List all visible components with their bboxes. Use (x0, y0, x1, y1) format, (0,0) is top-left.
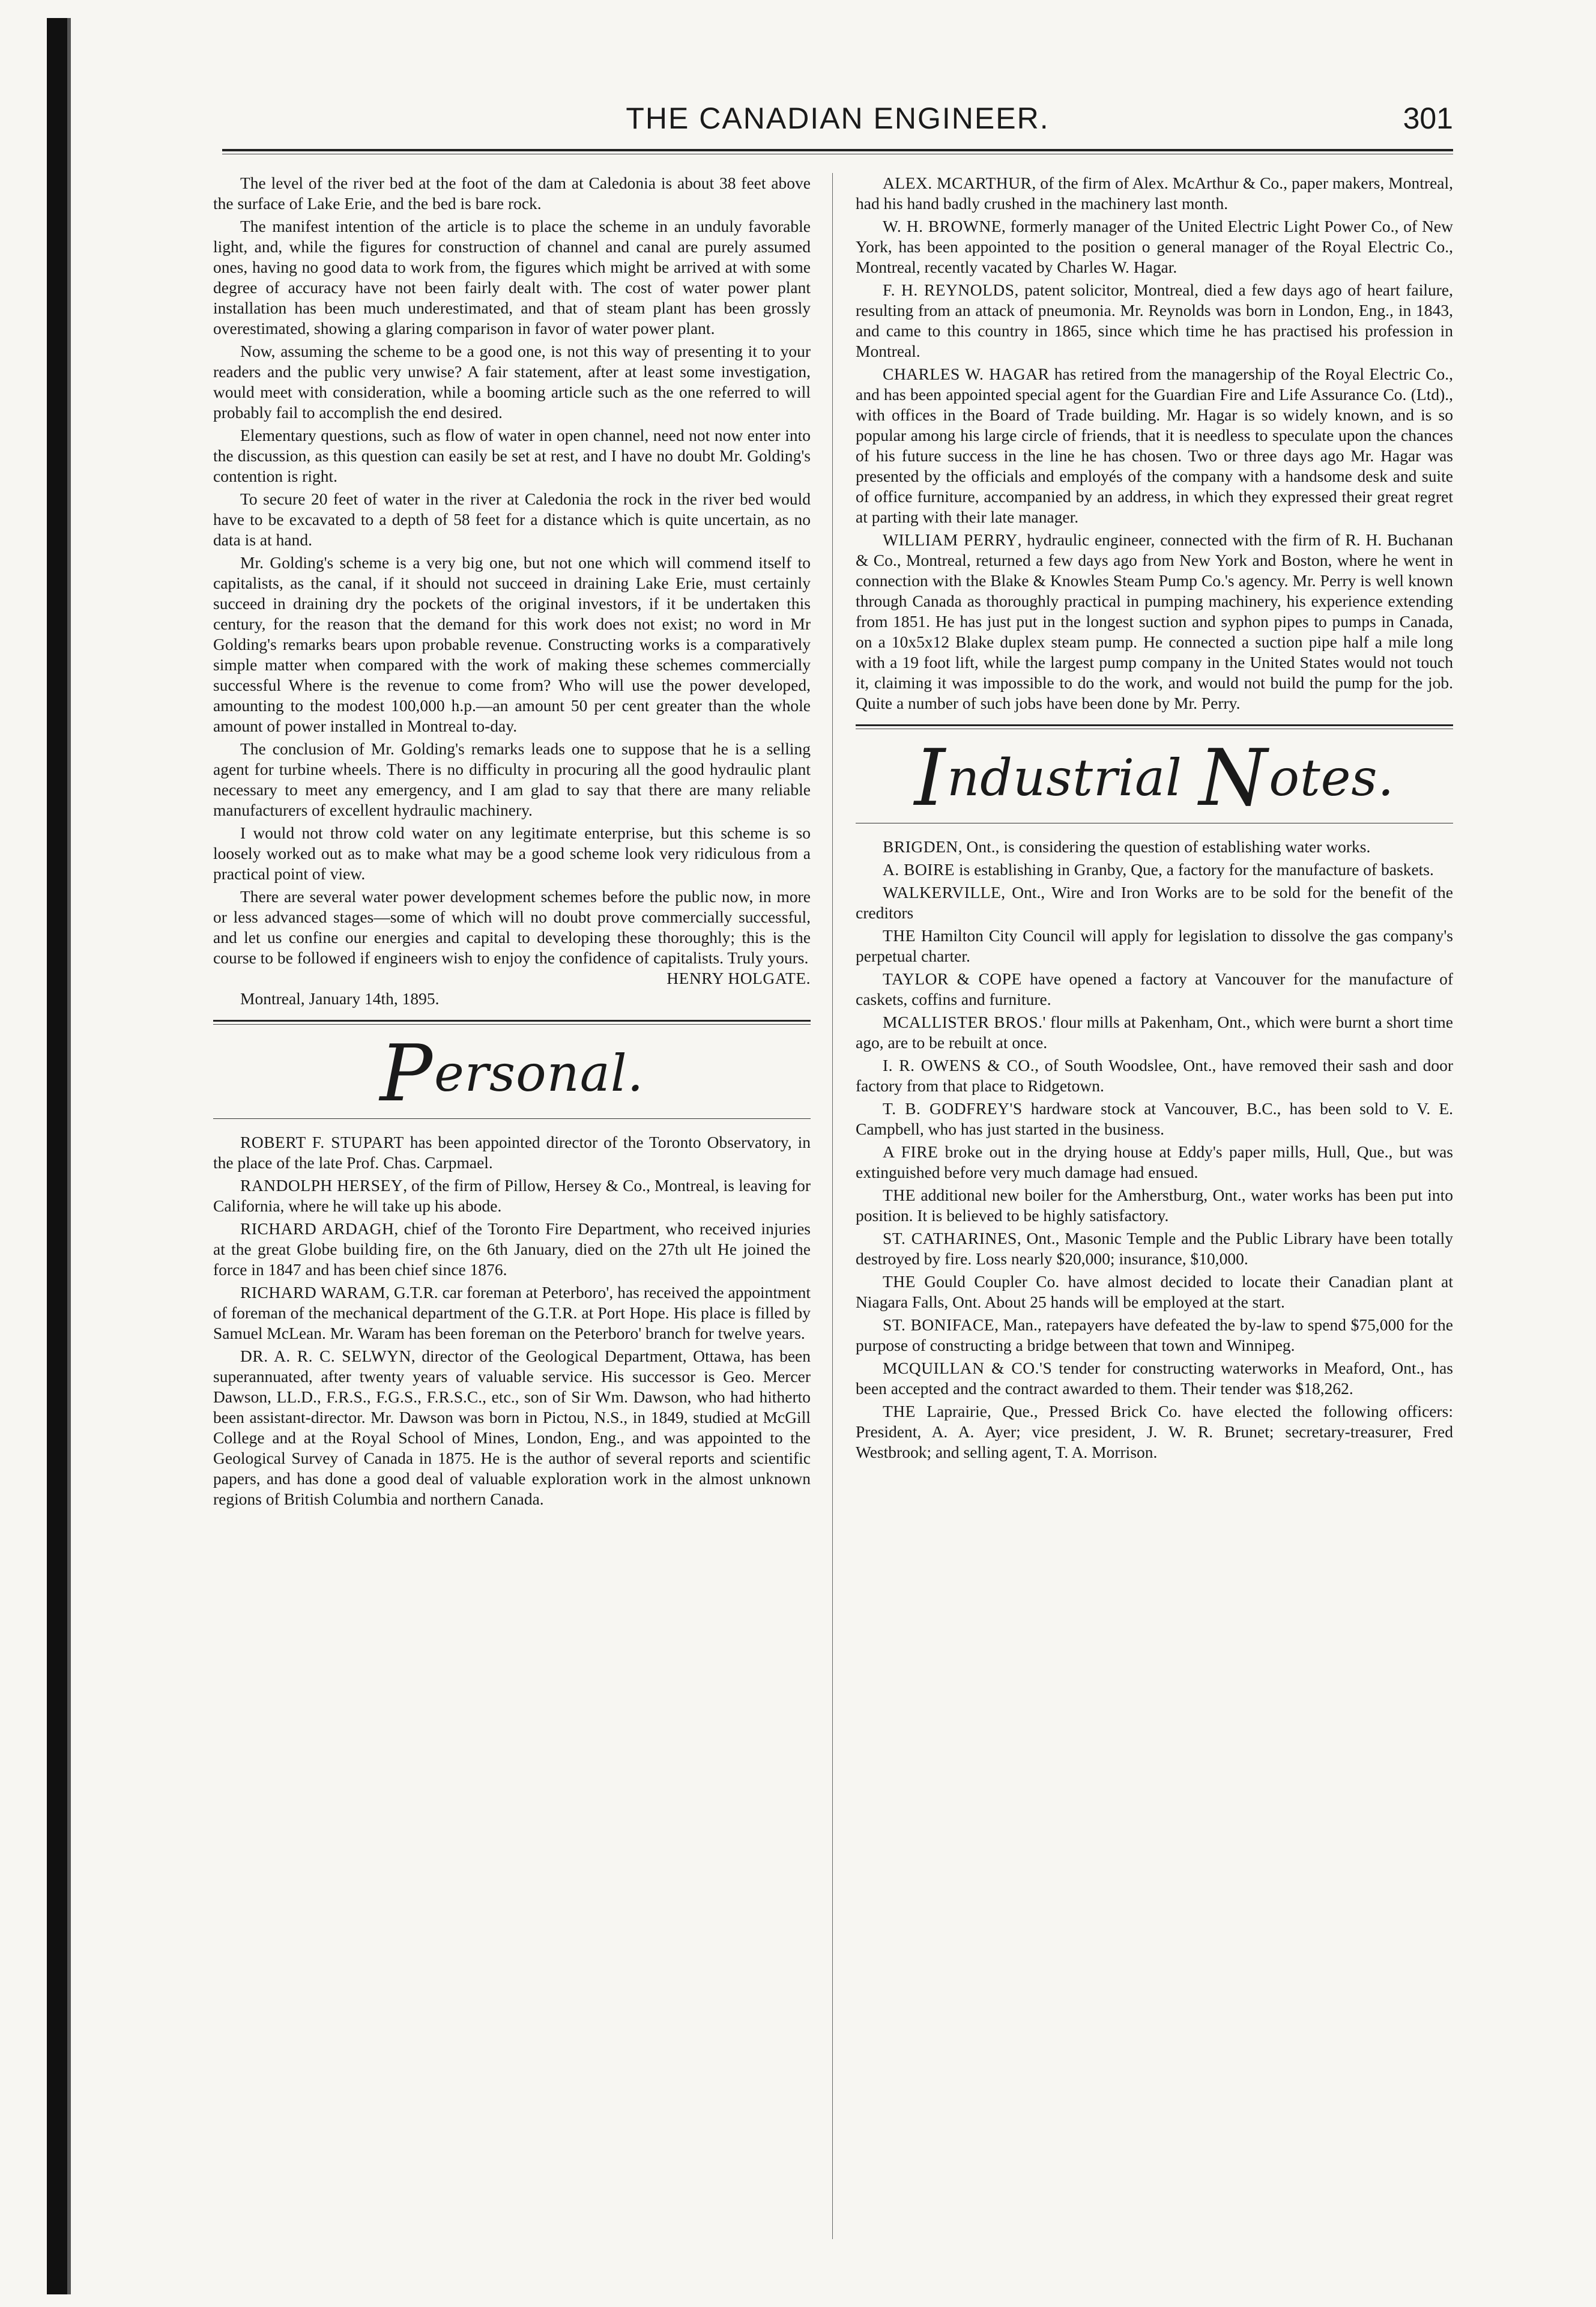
personal-item (213, 1346, 811, 1509)
industrial-item-name: THE (883, 926, 916, 945)
personal-item-text: , director of the Geological Department, Ottawa, has been superannuated, after twenty years of valuable service. His successor is Geo. Mercer Dawson, LL.D., F.R.S., F.G.S., F.R.S.C., etc., son of Sir Wm. Dawson, who had hitherto been assistant-director. Mr. Dawson was born in Pictou, N.S., in 1849, studied at McGill College and at the Royal School of Mines, London, Eng., and was appointed to the Geological Survey of Canada in 1875. He is the author of several reports and scientific papers, and has done a good deal of valuable exploration work in the almost unknown regions of British Columbia and northern Canada. (213, 1347, 811, 1508)
industrial-item-text: , Ont., Wire and Iron Works are to be sold for the benefit of the creditors (856, 883, 1453, 922)
industrial-item-name: A. BOIRE (883, 860, 955, 879)
letter-signature: HENRY HOLGATE. (667, 969, 811, 987)
industrial-item (856, 837, 1453, 857)
industrial-item-text: have opened a factory at Vancouver for the manufacture of caskets, coffins and furniture. (856, 969, 1453, 1008)
industrial-item-name: MCALLISTER BROS.' (883, 1013, 1046, 1031)
industrial-item-text: tender for constructing waterworks in Meaford, Ont., has been accepted and the contract awarded to them. Their tender was $18,262. (856, 1359, 1454, 1398)
industrial-item-text: flour mills at Pakenham, Ont., which were burnt a short time ago, are to be rebuilt at once. (856, 1013, 1453, 1052)
industrial-item-name: A FIRE (883, 1142, 939, 1161)
letter-paragraph: To secure 20 feet of water in the river at Caledonia the rock in the river bed would have to be excavated to a depth of 58 feet for a distance which is quite uncertain, as no data is at hand. (213, 490, 811, 549)
industrial-item-text: Gould Coupler Co. have almost decided to locate their Canadian plant at Niagara Falls, Ont. About 25 hands will be employed at the start. (856, 1272, 1453, 1311)
industrial-item-text: Laprairie, Que., Pressed Brick Co. have elected the following officers: President, A. A. Ayer; vice president, J. W. R. Brunet; secretary-treasurer, Fred Westbrook; and selling agent, T. A. Morrison. (856, 1402, 1453, 1461)
industrial-item (856, 926, 1453, 966)
section-divider (213, 1020, 811, 1025)
personal-item-name: ALEX. MCARTHUR (883, 174, 1032, 192)
industrial-item (856, 859, 1453, 880)
industrial-item-name: T. B. GODFREY'S (883, 1099, 1023, 1118)
personal-list-left (213, 1132, 811, 1509)
section-divider (856, 724, 1453, 729)
industrial-item (856, 1315, 1453, 1356)
industrial-item (856, 1272, 1453, 1312)
industrial-item-text: is establishing in Granby, Que, a factory for the manufacture of baskets. (955, 860, 1434, 879)
personal-list-right (856, 173, 1453, 714)
personal-item-name: F. H. REYNOLDS (883, 280, 1015, 299)
personal-item (856, 216, 1453, 277)
personal-item-name: RANDOLPH HERSEY (240, 1176, 404, 1195)
letter-paragraph: Mr. Golding's scheme is a very big one, but not one which will commend itself to capitalists, as the canal, if it should not succeed in draining Lake Erie, must certainly succeed in draining dry the pockets of the original investors, if it be undertaken this century, for the reason that the demand for this work does not exist; no word in Mr Golding's remarks bears upon probable revenue. Constructing works is a comparatively simple matter when compared with the work of making these schemes commercially successful Where is the revenue to come from? Who will use the power developed, amounting to the modest 100,000 h.p.—an amount 50 per cent greater than the whole amount of power installed in Montreal to-day. (213, 553, 811, 735)
industrial-item-name: THE (883, 1402, 916, 1420)
industrial-item (856, 1401, 1453, 1463)
personal-item (856, 280, 1453, 362)
industrial-item-text: , of South Woodslee, Ont., have removed their sash and door factory from that place to Ridgetown. (856, 1056, 1453, 1095)
letter-paragraph: The conclusion of Mr. Golding's remarks leads one to suppose that he is a selling agent for turbine wheels. There is no difficulty in procuring all the good hydraulic plant necessary to meet any emergency, and I am glad to say that there are many reliable manufacturers of excellent hydraulic machinery. (213, 739, 811, 819)
page-binding-shadow (67, 18, 71, 2294)
industrial-item-text: , Ont., is considering the question of establishing water works. (958, 837, 1371, 856)
letter-dateline: Montreal, January 14th, 1895. (240, 989, 440, 1008)
industrial-item (856, 1142, 1453, 1183)
industrial-item-name: THE (883, 1186, 916, 1204)
letter-paragraph: Elementary questions, such as flow of water in open channel, need not now enter into the discussion, as this question can easily be set at rest, and I have no doubt Mr. Golding's contention is right. (213, 426, 811, 485)
industrial-item-text: , Ont., Masonic Temple and the Public Library have been totally destroyed by fire. Loss nearly $20,000; insurance, $10,000. (856, 1229, 1453, 1268)
industrial-item-text: hardware stock at Vancouver, B.C., has been sold to V. E. Campbell, who has just started in the business. (856, 1099, 1453, 1138)
industrial-notes-heading (856, 733, 1453, 823)
personal-heading-text: ersonal. (434, 1044, 644, 1103)
letter-paragraph: Now, assuming the scheme to be a good one, is not this way of presenting it to your readers and the public very unwise? A fair statement, after at least some investigation, would meet with consideration, while a booming article such as the one referred to will probably fail to accomplish the end desired. (213, 342, 811, 422)
industrial-item (856, 1012, 1453, 1053)
personal-item (856, 530, 1453, 714)
letter-paragraph: The level of the river bed at the foot of the dam at Caledonia is about 38 feet above the surface of Lake Erie, and the bed is bare rock. (213, 174, 811, 213)
personal-item-name: RICHARD ARDAGH (240, 1219, 394, 1238)
running-title: THE CANADIAN ENGINEER. (626, 102, 1050, 135)
industrial-item-text: additional new boiler for the Amherstburg, Ont., water works has been put into position. It is believed to be highly satisfactory. (856, 1186, 1453, 1225)
page-number: 301 (1403, 102, 1453, 135)
industrial-item-text: , Man., ratepayers have defeated the by-law to spend $75,000 for the purpose of constructing a bridge between that town and Winnipeg. (856, 1315, 1454, 1354)
industrial-item-name: TAYLOR & COPE (883, 969, 1022, 988)
industrial-item-name: WALKERVILLE (883, 883, 1002, 902)
industrial-item-name: THE (883, 1272, 916, 1291)
letter-paragraph: I would not throw cold water on any legitimate enterprise, but this scheme is so loosely worked out as to make what may be a good scheme look very ridiculous from a practical point of view. (213, 823, 811, 883)
industrial-item-text: broke out in the drying house at Eddy's paper mills, Hull, Que., but was extinguished before very much damage had ensued. (856, 1142, 1453, 1181)
personal-item-text: , formerly manager of the United Electric Light Power Co., of New York, has been appointed to the position o general manager of the Royal Electric Co., Montreal, recently vacated by Charles W. Hagar. (856, 217, 1453, 276)
personal-item-text: , patent solicitor, Montreal, died a few days ago of heart failure, resulting from an attack of pneumonia. Mr. Reynolds was born in London, Eng., in 1843, and came to this country in 1865, since which time he has practised his profession in Montreal. (856, 280, 1453, 360)
industrial-item-text: Hamilton City Council will apply for legislation to dissolve the gas company's perpetual charter. (856, 926, 1453, 965)
column-divider (832, 173, 833, 2239)
letter-body (213, 173, 811, 1009)
page-header (222, 101, 1453, 149)
personal-item-name: DR. A. R. C. SELWYN (240, 1347, 411, 1365)
industrial-item-name: MCQUILLAN & CO.'S (883, 1359, 1053, 1377)
industrial-item (856, 1358, 1453, 1399)
industrial-heading-initial: I (914, 732, 946, 823)
letter-closing (213, 887, 811, 987)
industrial-item-name: ST. BONIFACE (883, 1315, 995, 1334)
personal-item-text: , hydraulic engineer, connected with the firm of R. H. Buchanan & Co., Montreal, returned a few days ago from New York and Boston, where he went in connection with the Blake & Knowles Steam Pump Co.'s agency. Mr. Perry is well known through Canada as thoroughly practical in pumping machinery, his experience extending from 1851. He has just put in the longest suction and syphon pipes to pumps in Canada, on a 10x5x12 Blake duplex steam pump. He connected a suction pipe half a mile long with a 19 foot lift, while the largest pump company in the United States would not touch it, claiming it was impossible to do the work, and would not build the pump for the job. Quite a number of such jobs have been done by Mr. Perry. (856, 530, 1453, 712)
letter-closing-text: There are several water power development schemes before the public now, in more or less advanced stages—some of which will no doubt prove commercially successful, and let us confine our energies and capital to developing these thoroughly; this is the course to be followed if engineers wish to enjoy the confidence of capitalists. Truly yours. (213, 887, 811, 967)
personal-item (213, 1175, 811, 1216)
industrial-heading-initial: N (1199, 732, 1268, 823)
letter-paragraph: The manifest intention of the article is to place the scheme in an unduly favorable light, and, while the figures for construction of channel and canal are purely assumed ones, having no good data to work from, the figures which might be arrived at with some degree of accuracy have not been fairly dealt with. The cost of water power plant installation has been much underestimated, and that of steam plant has been grossly overestimated, showing a glaring comparison in favor of water power plant. (213, 217, 811, 338)
page-binding-edge (47, 18, 67, 2294)
personal-heading-initial: P (379, 1028, 434, 1119)
industrial-item-name: ST. CATHARINES (883, 1229, 1017, 1247)
personal-item-text: , G.T.R. car foreman at Peterboro', has received the appointment of foreman of the mechanical department of the G.T.R. at Port Hope. His place is filled by Samuel McLean. Mr. Waram has been foreman on the Peterboro' branch for twelve years. (213, 1283, 811, 1342)
right-column (856, 173, 1453, 1465)
personal-item-text: , of the firm of Alex. McArthur & Co., paper makers, Montreal, had his hand badly crushed in the machinery last month. (856, 174, 1453, 213)
personal-item (856, 364, 1453, 527)
industrial-item (856, 882, 1453, 923)
personal-item (213, 1219, 811, 1280)
personal-item (213, 1132, 811, 1173)
personal-item-name: W. H. BROWNE (883, 217, 1002, 235)
industrial-item-name: I. R. OWENS & CO. (883, 1056, 1035, 1075)
personal-item-name: CHARLES W. HAGAR (883, 365, 1050, 383)
industrial-item (856, 1185, 1453, 1226)
personal-item-text: has retired from the managership of the Royal Electric Co., and has been appointed special agent for the Guardian Fire and Life Assurance Co. (Ltd)., with offices in the Board of Trade building. Mr. Hagar is so widely known, and is so popular among his large circle of friends, that it is needless to speculate upon the chances of his future success in the line he has chosen. Two or three days ago Mr. Hagar was presented by the officials and employés of the company with a handsome desk and suite of office furniture, accompanied by an address, in which they expressed their great regret at parting with their late manager. (856, 365, 1453, 526)
personal-item-text: , chief of the Toronto Fire Department, who received injuries at the great Globe building fire, on the 6th January, died on the 27th ult He joined the force in 1847 and has been chief since 1876. (213, 1219, 811, 1279)
industrial-item-name: BRIGDEN (883, 837, 958, 856)
left-column (213, 173, 811, 1512)
personal-item-name: ROBERT F. STUPART (240, 1133, 404, 1151)
personal-item (856, 173, 1453, 214)
personal-item-text: , of the firm of Pillow, Hersey & Co., Montreal, is leaving for California, where he will take up his abode. (213, 1176, 811, 1215)
personal-item (213, 1282, 811, 1344)
industrial-item (856, 1055, 1453, 1096)
industrial-notes-list (856, 837, 1453, 1463)
personal-item-name: RICHARD WARAM (240, 1283, 386, 1302)
personal-item-text: has been appointed director of the Toronto Observatory, in the place of the late Prof. Chas. Carpmael. (213, 1133, 811, 1172)
industrial-heading-word: ndustrial (947, 748, 1182, 807)
header-rule (222, 149, 1453, 154)
personal-heading (213, 1028, 811, 1118)
personal-item-name: WILLIAM PERRY (883, 530, 1018, 549)
industrial-item (856, 1228, 1453, 1269)
industrial-item (856, 969, 1453, 1010)
industrial-item (856, 1099, 1453, 1139)
industrial-heading-word: otes. (1269, 748, 1395, 807)
personal-heading-rule (213, 1118, 811, 1119)
